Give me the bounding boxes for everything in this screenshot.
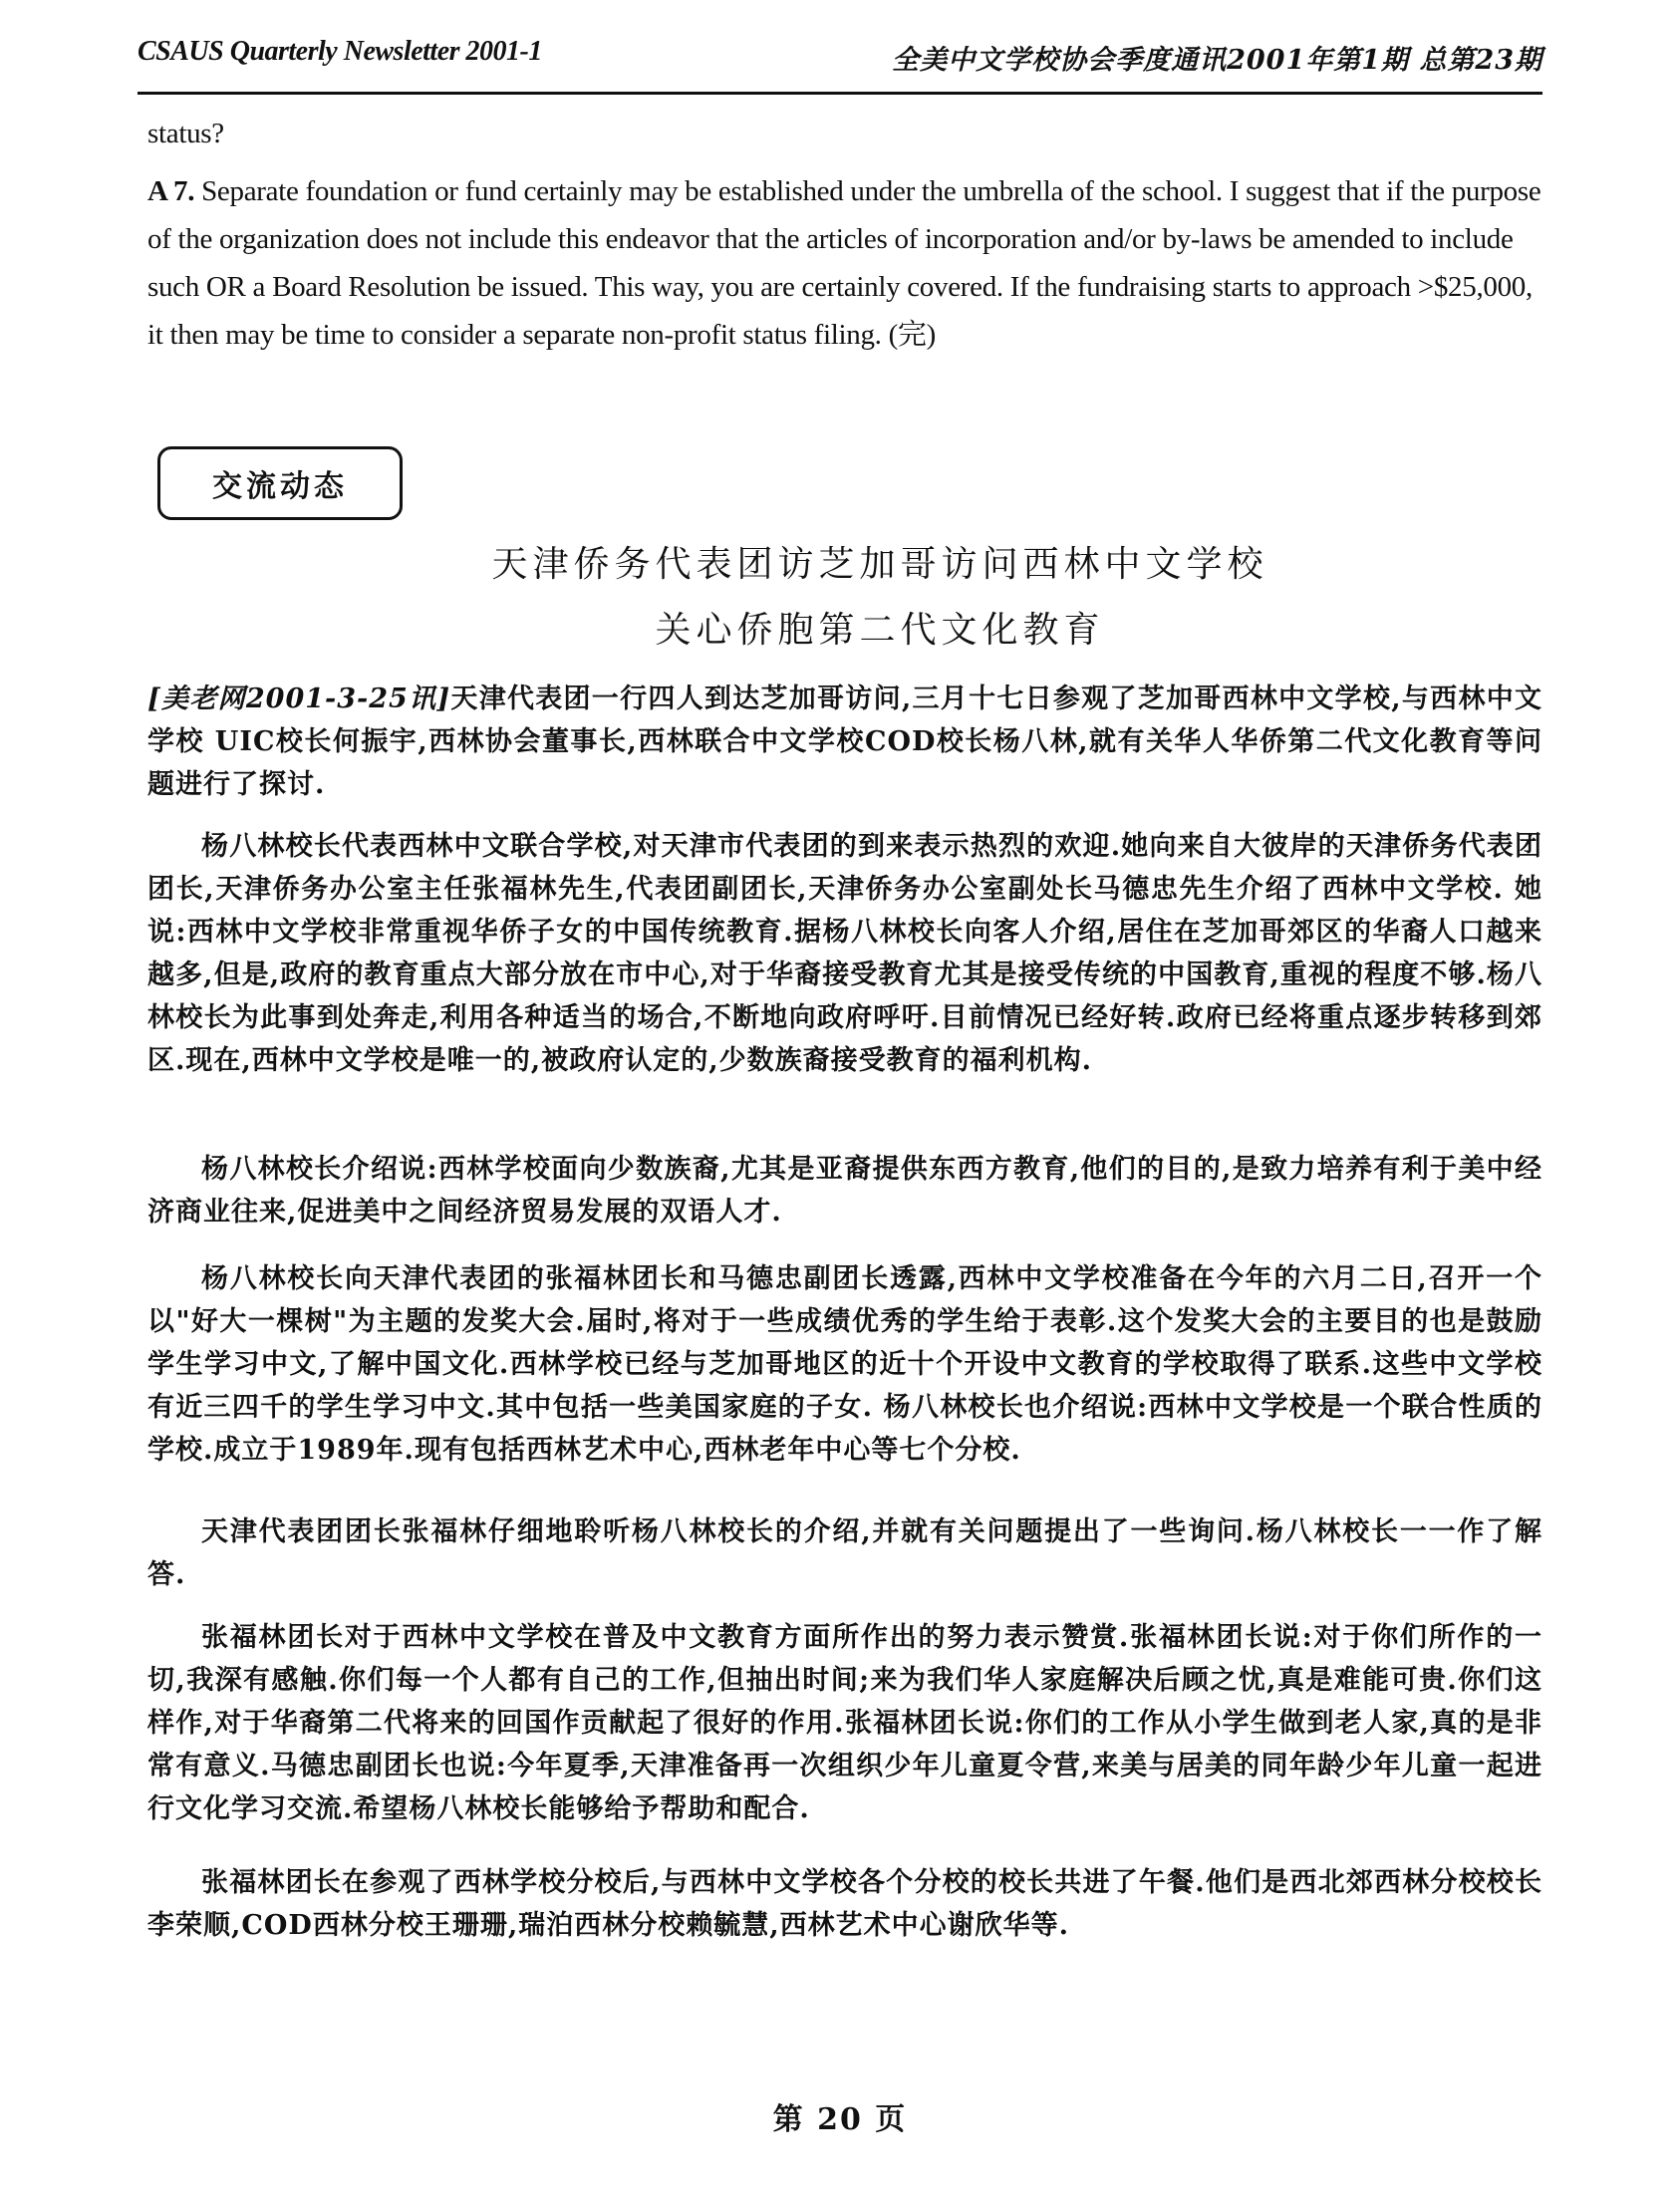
article-paragraph: 杨八林校长介绍说:西林学校面向少数族裔,尤其是亚裔提供东西方教育,他们的目的,是致力培养有利于美中经济商业往来,促进美中之间经济贸易发展的双语人才.: [147, 1154, 1542, 1228]
article-source: [美老网2001-3-25讯]: [147, 684, 451, 714]
answer-paragraph: [147, 167, 1542, 359]
newsletter-title-english: CSAUS Quarterly Newsletter 2001-1: [138, 36, 542, 67]
page-number: 第 20 页: [772, 2102, 908, 2137]
section-label-box: 交流动态: [157, 446, 403, 520]
qa-section: [147, 110, 1542, 359]
article-paragraph: 天津代表团团长张福林仔细地聆听杨八林校长的介绍,并就有关问题提出了一些询问.杨八林校长一一作了解答.: [147, 1516, 1542, 1590]
article-title: 天津侨务代表团访芝加哥访问西林中文学校: [491, 544, 1268, 585]
answer-text: Separate foundation or fund certainly may be established under the umbrella of the school. I suggest that if the purpose of the organization does not include this endeavor that the articles of incorporation and/or by-laws be amended to include such OR a Board Resolution be issued. This way, you are certainly covered. If the fundraising starts to approach >$25,000, it then may be time to consider a separate non-profit status filing. (完): [147, 175, 1541, 351]
answer-label: A 7.: [147, 175, 195, 207]
article-lead: [147, 678, 1542, 806]
previous-question-end: status?: [147, 118, 224, 149]
newsletter-title-chinese: 全美中文学校协会季度通讯2001年第1期 总第23期: [892, 45, 1542, 76]
article-paragraph: 张福林团长在参观了西林学校分校后,与西林中文学校各个分校的校长共进了午餐.他们是西北郊西林分校校长李荣顺,COD西林分校王珊珊,瑞泊西林分校赖毓慧,西林艺术中心谢欣华等.: [147, 1867, 1542, 1941]
article-paragraph: 张福林团长对于西林中文学校在普及中文教育方面所作出的努力表示赞赏.张福林团长说:对于你们所作的一切,我深有感触.你们每一个人都有自己的工作,但抽出时间;来为我们华人家庭解决后顾之忧,真是难能可贵.你们这样作,对于华裔第二代将来的回国作贡献起了很好的作用.张福林团长说:你们的工作从小学生做到老人家,真的是非常有意义.马德忠副团长也说:今年夏季,天津准备再一次组织少年儿童夏令营,来美与居美的同年龄少年儿童一起进行文化学习交流.希望杨八林校长能够给予帮助和配合.: [147, 1622, 1542, 1824]
lead-text: 天津代表团一行四人到达芝加哥访问,三月十七日参观了芝加哥西林中文学校,与西林中文学校 UIC校长何振宇,西林协会董事长,西林联合中文学校COD校长杨八林,就有关华人华侨第二代文化教育等问题进行了探讨.: [147, 684, 1542, 800]
article-paragraph: 杨八林校长代表西林中文联合学校,对天津市代表团的到来表示热烈的欢迎.她向来自大彼岸的天津侨务代表团团长,天津侨务办公室主任张福林先生,代表团副团长,天津侨务办公室副处长马德忠先生介绍了西林中文学校. 她说:西林中文学校非常重视华侨子女的中国传统教育.据杨八林校长向客人介绍,居住在芝加哥郊区的华裔人口越来越多,但是,政府的教育重点大部分放在市中心,对于华裔接受教育尤其是接受传统的中国教育,重视的程度不够.杨八林校长为此事到处奔走,利用各种适当的场合,不断地向政府呼吁.目前情况已经好转.政府已经将重点逐步转移到郊区.现在,西林中文学校是唯一的,被政府认定的,少数族裔接受教育的福利机构.: [147, 831, 1542, 1076]
page-header: [138, 28, 1542, 95]
article-subtitle: 关心侨胞第二代文化教育: [655, 610, 1105, 651]
article-paragraph: 杨八林校长向天津代表团的张福林团长和马德忠副团长透露,西林中文学校准备在今年的六月二日,召开一个以"好大一棵树"为主题的发奖大会.届时,将对于一些成绩优秀的学生给于表彰.这个发奖大会的主要目的也是鼓励学生学习中文,了解中国文化.西林学校已经与芝加哥地区的近十个开设中文教育的学校取得了联系.这些中文学校有近三四千的学生学习中文.其中包括一些美国家庭的子女. 杨八林校长也介绍说:西林中文学校是一个联合性质的学校.成立于1989年.现有包括西林艺术中心,西林老年中心等七个分校.: [147, 1263, 1542, 1466]
